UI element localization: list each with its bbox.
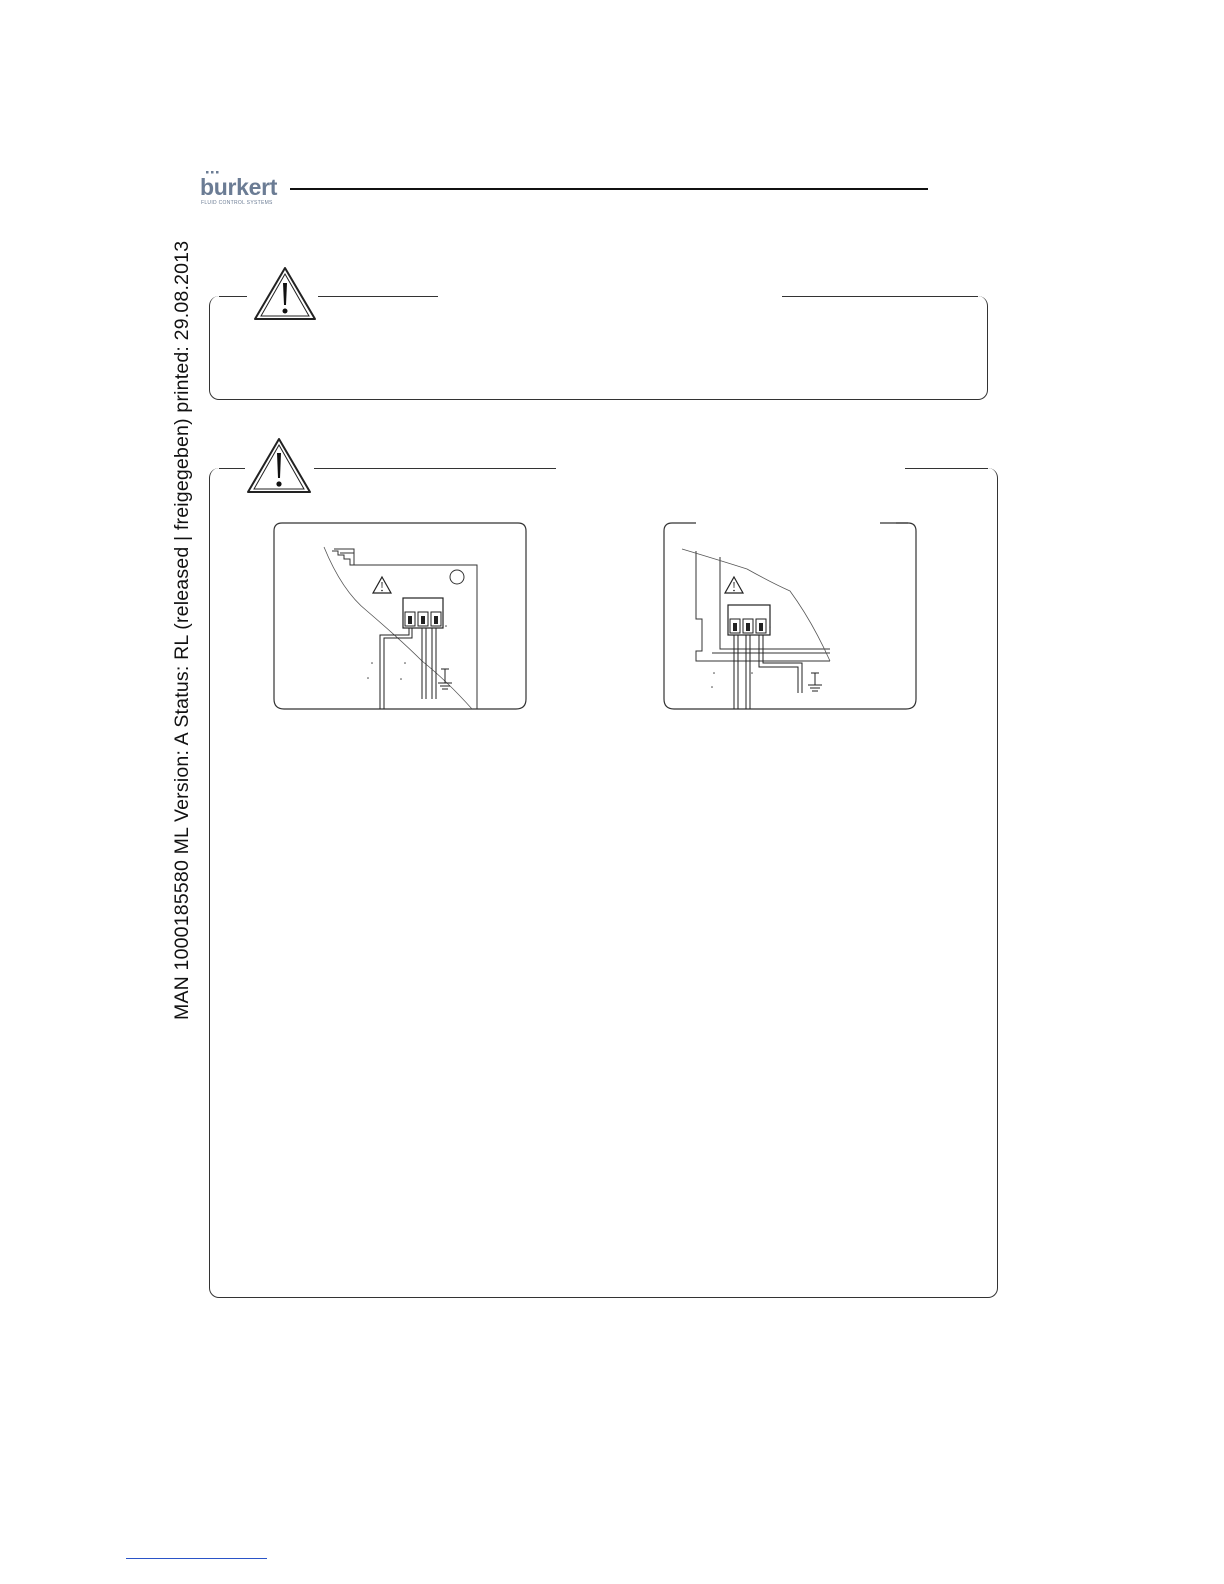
warning-box-1-top-mid-line: [318, 296, 438, 297]
burkert-logo: [200, 176, 277, 199]
logo-dots-icon: [202, 170, 272, 176]
warning-box-2-top-mid-line: [314, 468, 556, 469]
terminal-wiring-diagram-left: [272, 521, 528, 711]
logo-tagline: FLUID CONTROL SYSTEMS: [201, 200, 273, 206]
terminal-wiring-diagram-right: [662, 521, 918, 711]
warning-box-2-top-left-line: [219, 468, 245, 469]
document-status-text: MAN 1000185580 ML Version: A Status: RL (released | freigegeben) printed: 29.08.2013: [171, 240, 193, 1020]
warning-box-2-top-right-line: [905, 468, 988, 469]
footer-rule: [126, 1558, 267, 1559]
warning-triangle-icon: [252, 265, 318, 323]
warning-box-1-top-left-line: [219, 296, 247, 297]
header-rule: [290, 188, 928, 190]
warning-box-1: [209, 296, 988, 400]
warning-triangle-icon: [245, 436, 313, 496]
warning-box-1-top-right-line: [782, 296, 978, 297]
logo-word: burkert: [200, 174, 278, 200]
